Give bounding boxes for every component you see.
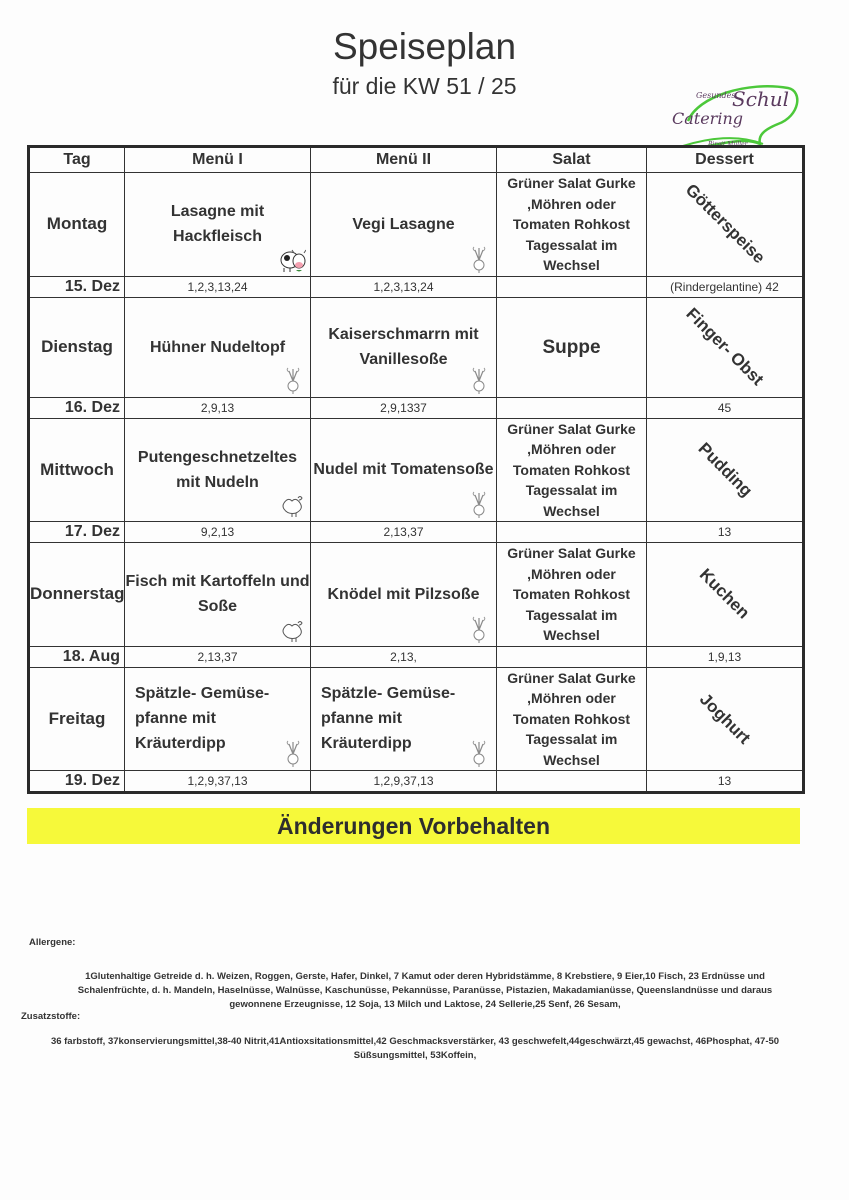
allergen-codes-row <box>29 276 804 297</box>
menu2-dish: Vegi Lasagne <box>352 215 455 233</box>
radish-icon <box>466 367 492 395</box>
radish-icon <box>280 367 306 395</box>
menu2-cell <box>311 667 497 771</box>
dessert-cell <box>647 173 804 277</box>
additives-heading: Zusatzstoffe: <box>21 1011 81 1022</box>
header-day: Tag <box>29 147 125 173</box>
table-row <box>29 667 804 771</box>
week-subtitle: für die KW 51 / 25 <box>332 73 517 99</box>
chicken-icon <box>280 491 306 519</box>
menu1-dish: Lasagne mit Hackfleisch <box>170 203 265 246</box>
chicken-icon <box>280 616 306 644</box>
header-menu2: Menü II <box>311 147 497 173</box>
dessert-allergen-codes: 13 <box>647 522 804 543</box>
menu2-cell <box>311 543 497 647</box>
menu2-cell <box>311 297 497 397</box>
radish-icon <box>466 740 492 768</box>
salad-allergen-codes <box>497 397 647 418</box>
dessert-name: Kuchen <box>696 565 754 623</box>
header-menu1: Menü I <box>125 147 311 173</box>
day-name: Dienstag <box>29 297 125 397</box>
date: 19. Dez <box>29 771 125 793</box>
dessert-allergen-codes: 13 <box>647 771 804 793</box>
page-title: Speiseplan <box>332 26 517 67</box>
menu1-cell <box>125 297 311 397</box>
menu2-cell <box>311 173 497 277</box>
salad-cell: Grüner Salat Gurke ,Möhren oder Tomaten Rohkost Tagessalat im Wechsel <box>497 667 647 771</box>
dessert-name: Joghurt <box>695 689 754 748</box>
logo-word-catering: Catering <box>672 109 743 128</box>
salad-allergen-codes <box>497 276 647 297</box>
dessert-name: Pudding <box>694 438 756 501</box>
date: 15. Dez <box>29 276 125 297</box>
menu2-allergen-codes: 2,13,37 <box>311 522 497 543</box>
allergens-text: 1Glutenhaltige Getreide d. h. Weizen, Roggen, Gerste, Hafer, Dinkel, 7 Kamut oder deren Hybridstämme, 8 Krebstiere, 9 Eier,10 Fisch, 23 Erdnüsse und Schalenfrüchte, d. h. Mandeln, Haselnüsse, Walnüsse, Kaschunüsse, Pekannüsse, Paranüsse, Pistazien, Makadamianüsse, Queenslandnüsse und daraus gewonnene Erzeugnisse, 12 Soja, 13 Milch und Laktose, 24 Sellerie,25 Senf, 26 Sesam, <box>77 971 773 1010</box>
radish-icon <box>466 616 492 644</box>
menu2-allergen-codes: 2,9,1337 <box>311 397 497 418</box>
table-header-row <box>29 147 804 173</box>
menu1-dish: Fisch mit Kartoffeln und Soße <box>125 573 310 616</box>
allergen-codes-row <box>29 522 804 543</box>
radish-icon <box>466 491 492 519</box>
dessert-allergen-codes: 45 <box>647 397 804 418</box>
menu1-cell <box>125 418 311 522</box>
dessert-allergen-codes: (Rindergelantine) 42 <box>647 276 804 297</box>
day-name: Mittwoch <box>29 418 125 522</box>
salad-allergen-codes <box>497 522 647 543</box>
logo-signature: Birgit Müller <box>708 141 748 148</box>
table-row <box>29 173 804 277</box>
table-row <box>29 418 804 522</box>
table-row <box>29 543 804 647</box>
menu2-dish: Nudel mit Tomatensoße <box>313 461 494 479</box>
menu1-allergen-codes: 2,9,13 <box>125 397 311 418</box>
dessert-allergen-codes: 1,9,13 <box>647 646 804 667</box>
changes-reserved-banner: Änderungen Vorbehalten <box>27 808 800 844</box>
radish-icon <box>280 740 306 768</box>
salad-cell: Suppe <box>497 297 647 397</box>
menu1-allergen-codes: 1,2,3,13,24 <box>125 276 311 297</box>
cow-icon <box>280 246 306 274</box>
menu2-dish: Knödel mit Pilzsoße <box>327 585 480 603</box>
menu1-allergen-codes: 1,2,9,37,13 <box>125 771 311 793</box>
logo-top-text: Gesundes <box>696 91 736 100</box>
additives-text: 36 farbstoff, 37konservierungsmittel,38-40 Nitrit,41Antioxsitationsmittel,42 Geschmacksverstärker, 43 geschwefelt,44geschwärzt,45 gewachst, 46Phosphat, 47-50 Süßsungsmittel, 53Koffein, <box>50 1036 780 1061</box>
allergen-codes-row <box>29 397 804 418</box>
menu1-allergen-codes: 2,13,37 <box>125 646 311 667</box>
date: 17. Dez <box>29 522 125 543</box>
menu1-dish: Spätzle- Gemüse- pfanne mit Kräuterdipp <box>135 685 270 753</box>
dessert-name: Finger- Obst <box>682 304 768 390</box>
allergen-codes-row <box>29 771 804 793</box>
menu1-cell <box>125 667 311 771</box>
dessert-cell <box>647 543 804 647</box>
salad-cell: Grüner Salat Gurke ,Möhren oder Tomaten Rohkost Tagessalat im Wechsel <box>497 418 647 522</box>
menu2-allergen-codes: 1,2,3,13,24 <box>311 276 497 297</box>
date: 18. Aug <box>29 646 125 667</box>
table-row <box>29 297 804 397</box>
day-name: Donnerstag <box>29 543 125 647</box>
salad-cell: Grüner Salat Gurke ,Möhren oder Tomaten Rohkost Tagessalat im Wechsel <box>497 173 647 277</box>
header-dessert: Dessert <box>647 147 804 173</box>
school-catering-logo <box>668 76 803 156</box>
allergens-heading: Allergene: <box>29 937 76 948</box>
salad-cell: Grüner Salat Gurke ,Möhren oder Tomaten Rohkost Tagessalat im Wechsel <box>497 543 647 647</box>
day-name: Montag <box>29 173 125 277</box>
menu2-allergen-codes: 1,2,9,37,13 <box>311 771 497 793</box>
menu2-allergen-codes: 2,13, <box>311 646 497 667</box>
date: 16. Dez <box>29 397 125 418</box>
salad-allergen-codes <box>497 771 647 793</box>
menu1-cell <box>125 543 311 647</box>
menu1-dish: Hühner Nudeltopf <box>149 338 286 356</box>
dessert-cell <box>647 297 804 397</box>
logo-word-schul: Schul <box>732 87 790 111</box>
salad-allergen-codes <box>497 646 647 667</box>
dessert-name: Götterspeise <box>681 180 769 268</box>
menu1-cell <box>125 173 311 277</box>
menu2-dish: Spätzle- Gemüse- pfanne mit Kräuterdipp <box>321 685 456 753</box>
menu2-dish: Kaiserschmarrn mit Vanillesoße <box>328 326 479 368</box>
header-salad: Salat <box>497 147 647 173</box>
day-name: Freitag <box>29 667 125 771</box>
menu1-dish: Putengeschnetzeltes mit Nudeln <box>137 448 298 491</box>
dessert-cell <box>647 418 804 522</box>
menu2-cell <box>311 418 497 522</box>
allergen-codes-row <box>29 646 804 667</box>
radish-icon <box>466 246 492 274</box>
meal-plan-table <box>27 145 805 794</box>
menu1-allergen-codes: 9,2,13 <box>125 522 311 543</box>
dessert-cell <box>647 667 804 771</box>
